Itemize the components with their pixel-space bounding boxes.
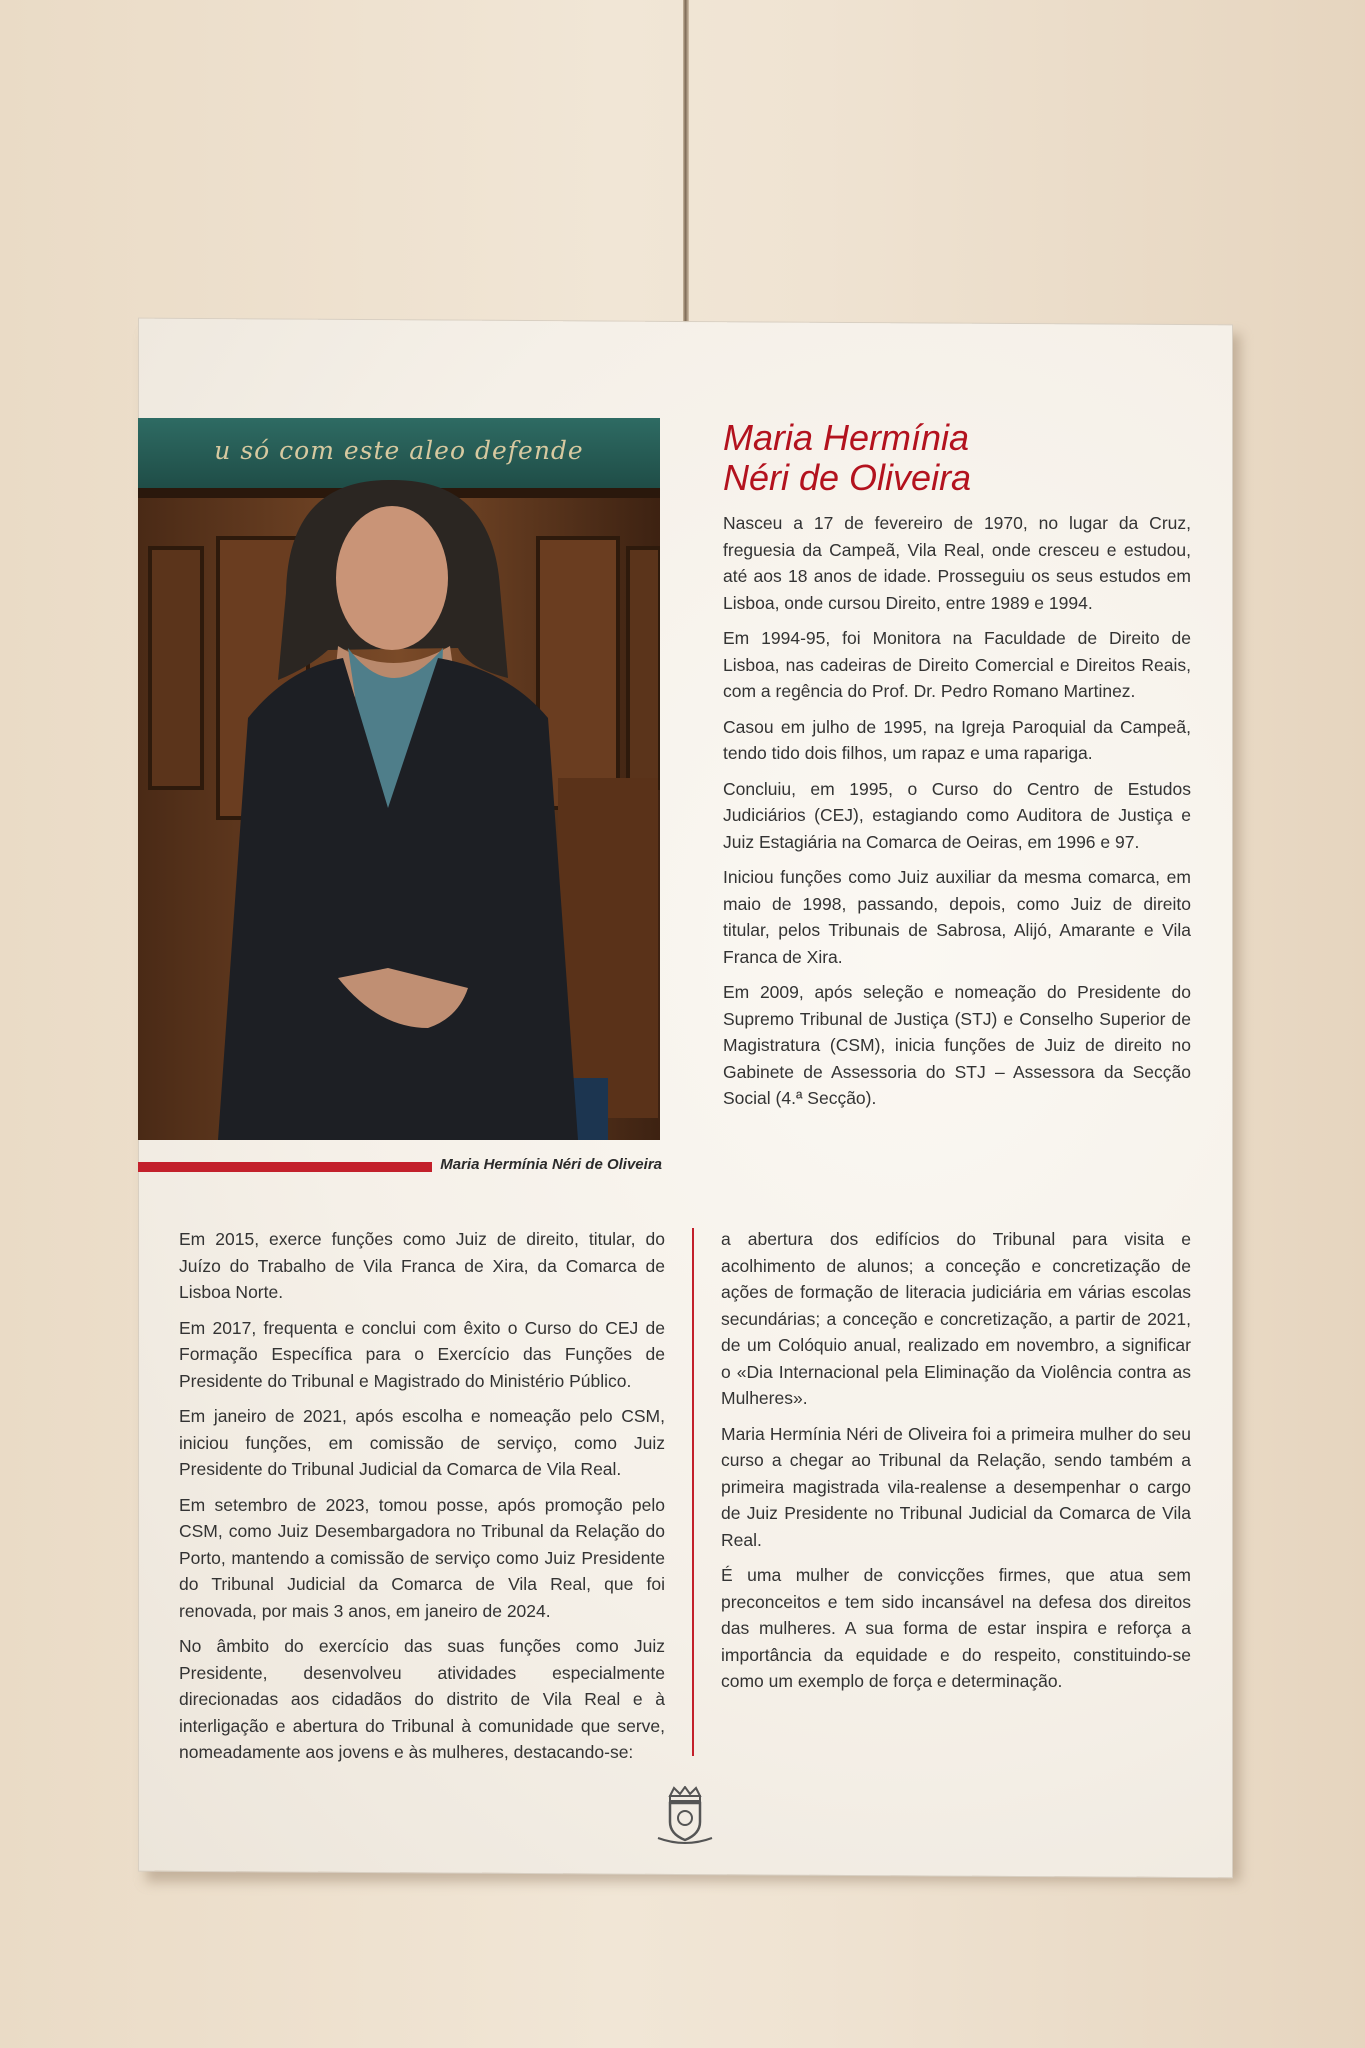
bio-paragraph: Em setembro de 2023, tomou posse, após promoção pelo CSM, como Juiz Desembargadora no Tribunal da Relação do Porto, mantendo a comissão de serviço como Juiz Presidente do Tribunal Judicial da Comarca de Vila Real, que foi renovada, por mais 3 anos, em janeiro de 2024. — [179, 1494, 665, 1621]
person-name-title — [723, 418, 1223, 498]
bio-paragraph: Em 2015, exerce funções como Juiz de direito, titular, do Juízo do Trabalho de Vila Franca de Xira, da Comarca de Lisboa Norte. — [179, 1229, 665, 1302]
photo-inscription: u só com este aleo defende — [214, 436, 584, 465]
photo-caption: Maria Hermínia Néri de Oliveira — [440, 1156, 662, 1173]
wall-seam — [683, 0, 689, 330]
bio-paragraph: Concluiu, em 1995, o Curso do Centro de Estudos Judiciários (CEJ), estagiando como Auditora de Justiça e Juiz Estagiária na Comarca de Oeiras, em 1996 e 97. — [723, 778, 1191, 852]
bio-paragraph: No âmbito do exercício das suas funções como Juiz Presidente, desenvolveu atividades especialmente direcionadas aos cidadãos do distrito de Vila Real e à interligação e abertura do Tribunal à comunidade que serve, nomeadamente aos jovens e às mulheres, destacando-se: — [179, 1636, 665, 1762]
municipal-crest-icon — [656, 1786, 714, 1846]
caption-bar — [138, 1162, 432, 1172]
bio-paragraph: Em 1994-95, foi Monitora na Faculdade de Direito de Lisboa, nas cadeiras de Direito Comercial e Direitos Reais, com a regência do Prof. Dr. Pedro Romano Martinez. — [723, 628, 1191, 701]
bio-paragraph: Iniciou funções como Juiz auxiliar da mesma comarca, em maio de 1998, passando, depois, como Juiz de direito titular, pelos Tribunais de Sabrosa, Alijó, Amarante e Vila Franca de Xira. — [723, 867, 1191, 967]
title-line-1: Maria Hermínia — [723, 417, 970, 458]
biography-left-column — [179, 1226, 665, 1775]
bio-paragraph: Em 2017, frequenta e conclui com êxito o Curso do CEJ de Formação Específica para o Exercício das Funções de Presidente do Tribunal e Magistrado do Ministério Público. — [179, 1317, 665, 1391]
column-divider — [692, 1228, 694, 1756]
bio-paragraph: Nasceu a 17 de fevereiro de 1970, no lugar da Cruz, freguesia da Campeã, Vila Real, onde cresceu e estudou, até aos 18 anos de idade. Prosseguiu os seus estudos em Lisboa, onde cursou Direito, entre 1989 e 1994. — [723, 513, 1191, 613]
bio-paragraph: Maria Hermínia Néri de Oliveira foi a primeira mulher do seu curso a chegar ao Tribunal da Relação, sendo também a primeira magistrada vila-realense a desempenhar o cargo de Juiz Presidente no Tribunal Judicial da Comarca de Vila Real. — [721, 1423, 1191, 1550]
portrait-photo — [138, 418, 660, 1140]
title-line-2: Néri de Oliveira — [723, 457, 972, 498]
bio-paragraph: É uma mulher de convicções firmes, que atua sem preconceitos e tem sido incansável na defesa dos direitos das mulheres. A sua forma de estar inspira e reforça a importância da equidade e do respeito, constituindo-se como um exemplo de força e determinação. — [721, 1565, 1191, 1691]
bio-paragraph: Em 2009, após seleção e nomeação do Presidente do Supremo Tribunal de Justiça (STJ) e Conselho Superior de Magistratura (CSM), inicia funções de Juiz de direito no Gabinete de Assessoria do STJ – Assessora da Secção Social (4.ª Secção). — [723, 982, 1191, 1108]
biography-right-column — [721, 1226, 1191, 1704]
bio-paragraph: a abertura dos edifícios do Tribunal para visita e acolhimento de alunos; a conceção e concretização de ações de formação de literacia judiciária em várias escolas secundárias; a conceção e concretização, a partir de 2021, de um Colóquio anual, realizado em novembro, a significar o «Dia Internacional pela Eliminação da Violência contra as Mulheres». — [721, 1229, 1191, 1408]
biography-top — [723, 510, 1191, 1121]
bio-paragraph: Casou em julho de 1995, na Igreja Paroquial da Campeã, tendo tido dois filhos, um rapaz e uma rapariga. — [723, 716, 1191, 763]
bio-paragraph: Em janeiro de 2021, após escolha e nomeação pelo CSM, iniciou funções, em comissão de serviço, como Juiz Presidente do Tribunal Judicial da Comarca de Vila Real. — [179, 1406, 665, 1479]
